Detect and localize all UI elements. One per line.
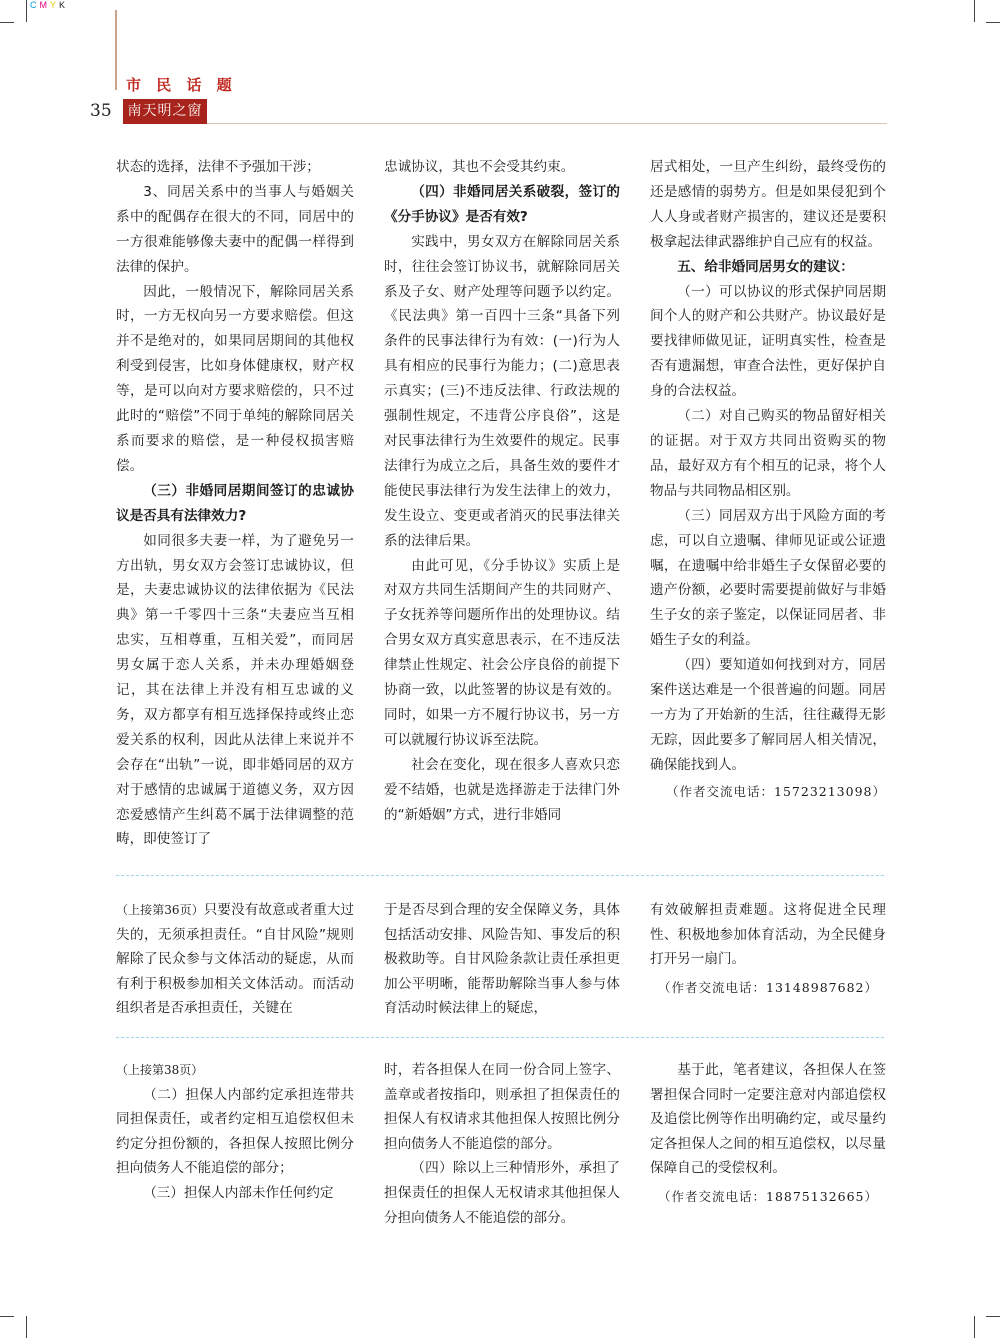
continued-from: （上接第36页） (116, 903, 204, 917)
page-number: 35 (90, 101, 112, 121)
section-heading: 五、给非婚同居男女的建议： (677, 258, 854, 275)
article3-column-1 (116, 1058, 354, 1206)
paragraph: 有效破解担责难题。这将促进全民理性、积极地参加体育活动，为全民健身打开另一扇门。 (650, 902, 886, 968)
cmyk-y: Y (50, 0, 60, 10)
section-title: 市 民 话 题 (126, 76, 237, 94)
header-rule (207, 123, 887, 124)
crop-mark-top-right-v (974, 0, 975, 22)
magazine-brand-badge: 南天明之窗 (123, 99, 207, 124)
paragraph: 忠诚协议，其也不会受其约束。 (384, 159, 575, 175)
article-divider (116, 875, 884, 876)
paragraph: 基于此，笔者建议，各担保人在签署担保合同时一定要注意对内部追偿权及追偿比例等作出明确约定，或尽量约定各担保人之间的相互追偿权，以尽量保障自己的受偿权利。 (650, 1062, 886, 1177)
subheading: （三）非婚同居期间签订的忠诚协议是否具有法律效力? (116, 482, 354, 524)
cmyk-m: M (39, 0, 50, 10)
cmyk-k: K (59, 0, 69, 10)
paragraph: 于是否尽到合理的安全保障义务，具体包括活动安排、风险告知、事发后的积极救助等。自甘风险条款让责任承担更加公平明晰，能帮助解除当事人参与体育活动时候法律上的疑虑， (384, 902, 620, 1017)
paragraph: （三）同居双方出于风险方面的考虑，可以自立遗嘱、律师见证或公证遗嘱，在遗嘱中给非婚生子女保留必要的遗产份额，必要时需要提前做好与非婚生子女的亲子鉴定，以保证同居者、非婚生子女的利益。 (650, 507, 886, 649)
paragraph: 时，若各担保人在同一份合同上签字、盖章或者按指印，则承担了担保责任的担保人有权请求其他担保人按照比例分担向债务人不能追偿的部分。 (384, 1062, 620, 1152)
crop-mark-bottom-right-h (986, 1316, 1000, 1317)
cmyk-c: C (30, 0, 40, 10)
article1-column-2 (384, 155, 620, 827)
article1-column-3 (650, 155, 886, 805)
paragraph: （一）可以协议的形式保护同居期间个人的财产和公共财产。协议最好是要找律师做见证，证明真实性，检查是否有遗漏想，审查合法性，更好保护自身的合法权益。 (650, 283, 886, 400)
paragraph: （二）对自己购买的物品留好相关的证据。对于双方共同出资购买的物品，最好双方有个相互的记录，将个人物品与共同物品相区别。 (650, 408, 886, 499)
paragraph: （二）担保人内部约定承担连带共同担保责任，或者约定相互追偿权但未约定分担份额的，各担保人按照比例分担向债务人不能追偿的部分； (116, 1086, 354, 1177)
paragraph: 状态的选择，法律不予强加干涉； (116, 159, 320, 175)
author-contact: （作者交流电话：15723213098） (666, 783, 886, 799)
crop-mark-bottom-left-h (0, 1316, 14, 1317)
paragraph: （三）担保人内部未作任何约定 (143, 1184, 334, 1201)
paragraph: 3、同居关系中的当事人与婚姻关系中的配偶存在很大的不同，同居中的一方很难能够像夫妻中的配偶一样得到法律的保护。 (116, 183, 354, 275)
article3-column-3 (650, 1058, 886, 1210)
crop-mark-bottom-left-v (26, 1316, 27, 1338)
article3-column-2 (384, 1058, 620, 1230)
crop-mark-top-left-h (0, 22, 14, 23)
paragraph: 如同很多夫妻一样，为了避免另一方出轨，男女双方会签订忠诚协议，但是，夫妻忠诚协议的法律依据为《民法典》第一千零四十三条“夫妻应当互相忠实，互相尊重，互相关爱”，而同居男女属于恋人关系，并未办理婚姻登记，其在法律上并没有相互忠诚的义务，双方都享有相互选择保持或终止恋爱关系的权利，因此从法律上来说并不会存在“出轨”一说，即非婚同居的双方对于感情的忠诚属于道德义务，双方因恋爱感情产生纠葛不属于法律调整的范畴，即使签订了 (116, 532, 354, 848)
paragraph: 因此，一般情况下，解除同居关系时，一方无权向另一方要求赔偿。但这并不是绝对的，如果同居期间的其他权利受到侵害，比如身体健康权，财产权等，是可以向对方要求赔偿的，只不过此时的“赔偿”不同于单纯的解除同居关系而要求的赔偿，是一种侵权损害赔偿。 (116, 283, 354, 474)
article2-column-3 (650, 898, 886, 1000)
cmyk-color-bar (30, 0, 68, 10)
subheading: （四）非婚同居关系破裂，签订的《分手协议》是否有效? (384, 183, 620, 225)
continued-from: （上接第38页） (116, 1063, 204, 1077)
paragraph: （四）要知道如何找到对方，同居案件送达难是一个很普遍的问题。同居一方为了开始新的生活，往往藏得无影无踪，因此要多了解同居人相关情况，确保能找到人。 (650, 657, 886, 773)
crop-mark-top-right-h (986, 22, 1000, 23)
crop-mark-top-left-v (26, 0, 27, 22)
article2-column-2 (384, 898, 620, 1021)
header-accent-line (115, 10, 117, 90)
paragraph: 由此可见，《分手协议》实质上是对双方共同生活期间产生的共同财产、子女抚养等问题所作出的处理协议。结合男女双方真实意思表示，在不违反法律禁止性规定、社会公序良俗的前提下协商一致，以此签署的协议是有效的。同时，如果一方不履行协议书，另一方可以就履行协议诉至法院。 (384, 557, 620, 748)
paragraph: 社会在变化，现在很多人喜欢只恋爱不结婚，也就是选择游走于法律门外的“新婚姻”方式，进行非婚同 (384, 756, 620, 823)
article2-column-1 (116, 898, 354, 1021)
article-divider (116, 1037, 884, 1038)
article1-column-1 (116, 155, 354, 852)
paragraph: 居式相处，一旦产生纠纷，最终受伤的还是感情的弱势方。但是如果侵犯到个人人身或者财产损害的，建议还是要积极拿起法律武器维护自己应有的权益。 (650, 159, 886, 250)
paragraph: （四）除以上三种情形外，承担了担保责任的担保人无权请求其他担保人分担向债务人不能追偿的部分。 (384, 1160, 620, 1226)
paragraph: 只要没有故意或者重大过失的，无须承担责任。“自甘风险”规则解除了民众参与文体活动的疑虑，从而有利于积极参加相关文体活动。而活动组织者是否承担责任，关键在 (116, 902, 354, 1017)
paragraph: 实践中，男女双方在解除同居关系时，往往会签订协议书，就解除同居关系及子女、财产处理等问题予以约定。《民法典》第一百四十三条“具备下列条件的民事法律行为有效：(一)行为人具有相应的民事行为能力；(二)意思表示真实；(三)不违反法律、行政法规的强制性规定，不违背公序良俗”，这是对民事法律行为生效要件的规定。民事法律行为成立之后，具备生效的要件才能使民事法律行为发生法律上的效力，发生设立、变更或者消灭的民事法律关系的法律后果。 (384, 233, 620, 549)
author-contact: （作者交流电话：13148987682） (658, 979, 878, 995)
author-contact: （作者交流电话：18875132665） (658, 1188, 878, 1204)
crop-mark-bottom-right-v (974, 1316, 975, 1338)
